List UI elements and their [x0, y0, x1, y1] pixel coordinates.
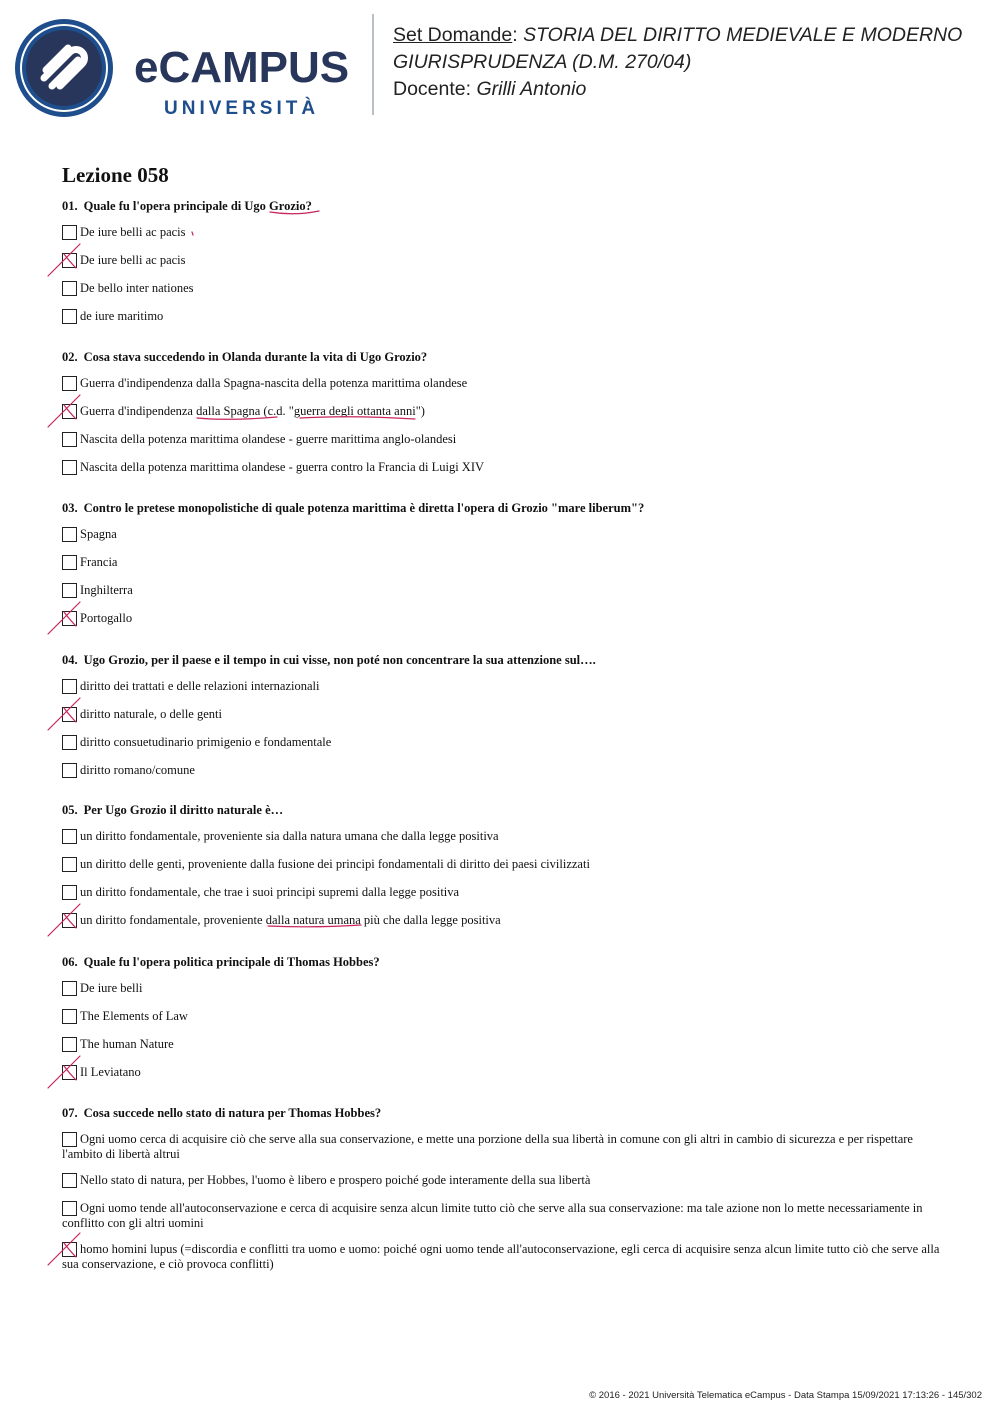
question-text — [62, 198, 947, 214]
answer-option-text: de iure maritimo — [80, 309, 164, 323]
lesson-title: Lezione 058 — [62, 163, 169, 187]
question-label: Quale fu l'opera politica principale di Thomas Hobbes? — [83, 955, 380, 969]
course-header — [393, 22, 983, 103]
answer-option-text: diritto dei trattati e delle relazioni internazionali — [80, 679, 320, 693]
checkbox[interactable] — [62, 1132, 77, 1147]
answer-option-text: The Elements of Law — [80, 1009, 188, 1023]
checkbox[interactable] — [62, 1173, 77, 1188]
answer-option[interactable] — [62, 1132, 947, 1162]
checked-checkbox[interactable] — [62, 707, 77, 722]
answer-option[interactable] — [62, 1037, 947, 1054]
header-divider — [372, 14, 374, 115]
answer-option[interactable] — [62, 555, 947, 572]
checkbox[interactable] — [62, 885, 77, 900]
answer-option-text: Ogni uomo tende all'autoconservazione e cerca di acquisire senza alcun limite tutto ciò che serve alla sua conservazione: ma tale azione non lo mette necessariamente in conflitto con gli altri uomini — [62, 1201, 923, 1230]
checkbox[interactable] — [62, 763, 77, 778]
checkbox[interactable] — [62, 857, 77, 872]
answer-option[interactable] — [62, 527, 947, 544]
answer-option[interactable] — [62, 829, 947, 846]
answer-option[interactable] — [62, 611, 947, 628]
answer-option-text: The human Nature — [80, 1037, 174, 1051]
checkbox[interactable] — [62, 555, 77, 570]
teacher-name: Grilli Antonio — [476, 78, 587, 100]
answer-option-text: homo homini lupus (=discordia e conflitti tra uomo e uomo: poiché ogni uomo tende all'autoconservazione, egli cerca di acquisire senza alcun limite tutto ciò che serve alla sua conservazione, e ciò provoca conflitti) — [62, 1242, 940, 1271]
question-label: Contro le pretese monopolistiche di quale potenza marittima è diretta l'opera di Grozio "mare liberum"? — [83, 501, 645, 515]
answer-option-text: Guerra d'indipendenza dalla Spagna (c.d. "guerra degli ottanta anni") — [80, 404, 425, 418]
question-7 — [62, 1105, 947, 1272]
answer-option-text: Inghilterra — [80, 583, 133, 597]
answer-option-text: De iure belli — [80, 981, 143, 995]
answer-option[interactable] — [62, 913, 947, 930]
answer-option[interactable] — [62, 981, 947, 998]
question-5 — [62, 802, 947, 930]
question-label: Per Ugo Grozio il diritto naturale è… — [83, 803, 284, 817]
ecampus-wordmark — [134, 40, 374, 120]
checked-checkbox[interactable] — [62, 1242, 77, 1257]
question-number: 07. — [62, 1106, 78, 1120]
question-number: 04. — [62, 653, 78, 667]
teacher-label: Docente: — [393, 78, 472, 100]
question-text — [62, 349, 947, 365]
question-label: Cosa stava succedendo in Olanda durante la vita di Ugo Grozio? — [83, 350, 428, 364]
checked-checkbox[interactable] — [62, 611, 77, 626]
answer-option[interactable] — [62, 1009, 947, 1026]
question-2 — [62, 349, 947, 477]
answer-option[interactable] — [62, 253, 947, 270]
ecampus-emblem-icon — [14, 18, 114, 118]
answer-option[interactable] — [62, 735, 947, 752]
answer-option[interactable] — [62, 885, 947, 902]
course-title-line: Set Domande: STORIA DEL DIRITTO MEDIEVALE E MODERNO — [393, 24, 963, 46]
answer-option[interactable] — [62, 1201, 947, 1231]
teacher-line — [393, 76, 983, 103]
answer-option-text: Guerra d'indipendenza dalla Spagna-nascita della potenza marittima olandese — [80, 376, 468, 390]
answer-option-text: un diritto delle genti, proveniente dalla fusione dei principi fondamentali di diritto dei paesi civilizzati — [80, 857, 590, 871]
checkbox[interactable] — [62, 1037, 77, 1052]
question-number: 05. — [62, 803, 78, 817]
checkbox[interactable] — [62, 981, 77, 996]
checkbox[interactable] — [62, 376, 77, 391]
answer-option[interactable] — [62, 679, 947, 696]
answer-option[interactable] — [62, 281, 947, 298]
question-text — [62, 500, 947, 516]
checkbox[interactable] — [62, 432, 77, 447]
question-number: 02. — [62, 350, 78, 364]
question-label: Cosa succede nello stato di natura per Thomas Hobbes? — [83, 1106, 382, 1120]
answer-option-text: diritto naturale, o delle genti — [80, 707, 222, 721]
answer-option-text: De iure belli ac pacis — [80, 225, 186, 239]
checkbox[interactable] — [62, 281, 77, 296]
answer-option[interactable] — [62, 432, 947, 449]
question-6 — [62, 954, 947, 1082]
checkbox[interactable] — [62, 225, 77, 240]
svg-text:UNIVERSITÀ: UNIVERSITÀ — [164, 98, 320, 119]
answer-option-text: un diritto fondamentale, proveniente dalla natura umana più che dalla legge positiva — [80, 913, 501, 927]
answer-option-text: un diritto fondamentale, che trae i suoi principi supremi dalla legge positiva — [80, 885, 460, 899]
answer-option[interactable] — [62, 376, 947, 393]
answer-option[interactable] — [62, 1065, 947, 1082]
question-4 — [62, 652, 947, 780]
answer-option[interactable] — [62, 309, 947, 326]
checkbox[interactable] — [62, 829, 77, 844]
checkbox[interactable] — [62, 679, 77, 694]
question-number: 01. — [62, 199, 78, 213]
answer-option-text: Nascita della potenza marittima olandese - guerra contro la Francia di Luigi XIV — [80, 460, 485, 474]
answer-option-text: Nello stato di natura, per Hobbes, l'uomo è libero e prospero poiché gode interamente della sua libertà — [80, 1173, 591, 1187]
question-number: 06. — [62, 955, 78, 969]
checkbox[interactable] — [62, 735, 77, 750]
checked-checkbox[interactable] — [62, 913, 77, 928]
course-name: STORIA DEL DIRITTO MEDIEVALE E MODERNO — [523, 24, 963, 46]
answer-option-text: diritto consuetudinario primigenio e fondamentale — [80, 735, 332, 749]
answer-option-text: De bello inter nationes — [80, 281, 194, 295]
set-label: Set Domande — [393, 24, 513, 46]
checked-checkbox[interactable] — [62, 253, 77, 268]
question-text — [62, 954, 947, 970]
question-1 — [62, 198, 947, 326]
checkbox[interactable] — [62, 527, 77, 542]
answer-option-text: un diritto fondamentale, proveniente sia dalla natura umana che dalla legge positiva — [80, 829, 499, 843]
answer-option-text: Il Leviatano — [80, 1065, 141, 1079]
question-text — [62, 1105, 947, 1121]
answer-option[interactable] — [62, 1173, 947, 1190]
checkbox[interactable] — [62, 1009, 77, 1024]
answer-option-text: De iure belli ac pacis — [80, 253, 186, 267]
question-text — [62, 652, 947, 668]
answer-option-text: diritto romano/comune — [80, 763, 195, 777]
svg-text:eCAMPUS: eCAMPUS — [134, 43, 350, 92]
question-label: Quale fu l'opera principale di Ugo Grozio? — [83, 199, 312, 213]
answer-option-text: Nascita della potenza marittima olandese - guerre marittima anglo-olandesi — [80, 432, 457, 446]
ecampus-logo — [14, 18, 359, 118]
answer-option[interactable] — [62, 404, 947, 421]
answer-option[interactable] — [62, 225, 947, 242]
checkbox[interactable] — [62, 583, 77, 598]
answer-option[interactable] — [62, 1242, 947, 1272]
answer-option-text: Spagna — [80, 527, 117, 541]
checkbox[interactable] — [62, 1201, 77, 1216]
page-footer: © 2016 - 2021 Università Telematica eCampus - Data Stampa 15/09/2021 17:13:26 - 145/302 — [589, 1390, 982, 1401]
checkbox[interactable] — [62, 309, 77, 324]
answer-option[interactable] — [62, 583, 947, 600]
question-label: Ugo Grozio, per il paese e il tempo in cui visse, non poté non concentrare la sua attenzione sul…. — [83, 653, 596, 667]
answer-option[interactable] — [62, 857, 947, 874]
answer-option-text: Francia — [80, 555, 118, 569]
checkbox[interactable] — [62, 460, 77, 475]
answer-option[interactable] — [62, 763, 947, 780]
checked-checkbox[interactable] — [62, 1065, 77, 1080]
question-text — [62, 802, 947, 818]
answer-option[interactable] — [62, 460, 947, 477]
checked-checkbox[interactable] — [62, 404, 77, 419]
answer-option-text: Ogni uomo cerca di acquisire ciò che serve alla sua conservazione, e mette una porzione della sua libertà in comune con gli altri in cambio di sicurezza e per rispettare l'ambito di libertà altrui — [62, 1132, 913, 1161]
answer-option[interactable] — [62, 707, 947, 724]
question-3 — [62, 500, 947, 628]
question-number: 03. — [62, 501, 78, 515]
answer-option-text: Portogallo — [80, 611, 133, 625]
course-degree: GIURISPRUDENZA (D.M. 270/04) — [393, 51, 692, 73]
